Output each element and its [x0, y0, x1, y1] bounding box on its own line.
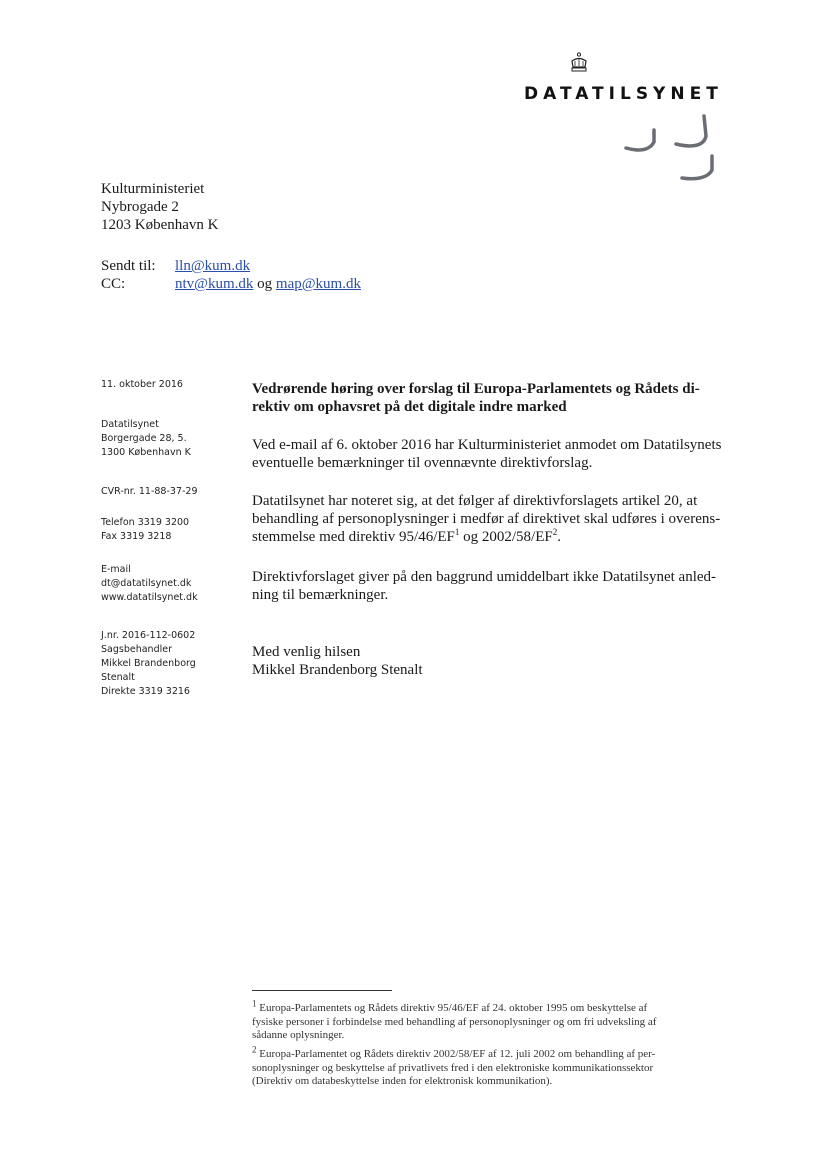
recipient-street: Nybrogade 2 [101, 199, 179, 215]
paragraph-2 [252, 492, 752, 546]
fn2-line-2: sonoplysninger og beskyttelse af privatlivets fred i den elektroniske kommunikationssektor [252, 1061, 654, 1074]
closing [252, 643, 752, 679]
signature: Mikkel Brandenborg Stenalt [252, 662, 423, 678]
fn1-line-1 [252, 998, 752, 1016]
footnote-2 [252, 1044, 752, 1089]
sender-phone: Telefon 3319 3200 [101, 517, 190, 528]
case-info [101, 629, 196, 699]
p2-line-3-c: . [557, 529, 561, 545]
p1-line-1: Ved e-mail af 6. oktober 2016 har Kulturministeriet anmodet om Datatilsynets [252, 437, 722, 453]
subject-line-1: Vedrørende høring over forslag til Europa-Parlamentets og Rådets di- [252, 381, 700, 397]
letter-subject [252, 380, 752, 416]
recipient-name: Kulturministeriet [101, 181, 205, 197]
footnote-divider [252, 990, 392, 991]
p2-line-3 [252, 528, 752, 546]
fn2-text-1: Europa-Parlamentet og Rådets direktiv 2002/58/EF af 12. juli 2002 om behandling af per- [256, 1048, 656, 1060]
journal-number: J.nr. 2016-112-0602 [101, 630, 196, 641]
sender-phone-fax [101, 516, 189, 544]
p2-line-3-a: stemmelse med direktiv 95/46/EF [252, 529, 455, 545]
cc-email-link-1[interactable]: ntv@kum.dk [175, 276, 254, 292]
cc-label: CC: [101, 276, 126, 292]
p3-line-2: ning til bemærkninger. [252, 587, 389, 603]
footnote-1 [252, 998, 752, 1043]
footnote-ref-1: 1 [454, 527, 460, 537]
cc-joiner: og [257, 276, 273, 292]
cc-email-link-2[interactable]: map@kum.dk [275, 276, 361, 292]
email-label: E-mail [101, 564, 131, 575]
case-handler-name-1: Mikkel Brandenborg [101, 658, 196, 669]
sender-website: www.datatilsynet.dk [101, 592, 198, 603]
paragraph-3 [252, 568, 752, 604]
fn1-line-3: sådanne oplysninger. [252, 1029, 345, 1041]
greeting: Med venlig hilsen [252, 644, 361, 660]
p2-line-3-b: og 2002/58/EF [459, 529, 553, 545]
send-to-email-link[interactable]: lln@kum.dk [175, 258, 251, 274]
recipient-address [101, 180, 218, 234]
sender-contact [101, 563, 198, 605]
send-to-block [101, 257, 361, 293]
subject-line-2: rektiv om ophavsret på det digitale indre marked [252, 399, 567, 415]
letter-date: 11. oktober 2016 [101, 379, 183, 390]
crown-icon [568, 52, 590, 74]
sender-address [101, 418, 191, 460]
logo-wordmark: DATATILSYNET [524, 84, 723, 104]
hooks-mark-icon [618, 110, 728, 190]
direct-phone: Direkte 3319 3216 [101, 686, 190, 697]
fn2-line-1 [252, 1044, 752, 1062]
fn1-text-1: Europa-Parlamentets og Rådets direktiv 95/46/EF af 24. oktober 1995 om beskyttelse af [256, 1002, 648, 1014]
p3-line-1: Direktivforslaget giver på den baggrund umiddelbart ikke Datatilsynet anled- [252, 569, 717, 585]
sender-street: Borgergade 28, 5. [101, 433, 187, 444]
case-handler-name-2: Stenalt [101, 672, 135, 683]
p2-line-1: Datatilsynet har noteret sig, at det følger af direktivforslagets artikel 20, at [252, 493, 698, 509]
p1-line-2: eventuelle bemærkninger til ovennævnte direktivforslag. [252, 455, 593, 471]
cvr-number: CVR-nr. 11-88-37-29 [101, 486, 198, 497]
paragraph-1 [252, 436, 752, 472]
case-handler-label: Sagsbehandler [101, 644, 172, 655]
fn2-mark: 2 [252, 1044, 257, 1055]
sender-email: dt@datatilsynet.dk [101, 578, 192, 589]
fn2-line-3: (Direktiv om databeskyttelse inden for elektronisk kommunikation). [252, 1075, 553, 1087]
send-to-label: Sendt til: [101, 258, 156, 274]
sender-city: 1300 København K [101, 447, 191, 458]
fn1-mark: 1 [252, 998, 257, 1009]
sender-org: Datatilsynet [101, 419, 159, 430]
footnote-ref-2: 2 [552, 527, 558, 537]
sender-fax: Fax 3319 3218 [101, 531, 172, 542]
recipient-city: 1203 København K [101, 217, 219, 233]
p2-line-2: behandling af personoplysninger i medfør af direktivet skal udføres i overens- [252, 511, 721, 527]
fn1-line-2: fysiske personer i forbindelse med behandling af personoplysninger og om fri udveksling af [252, 1015, 657, 1028]
